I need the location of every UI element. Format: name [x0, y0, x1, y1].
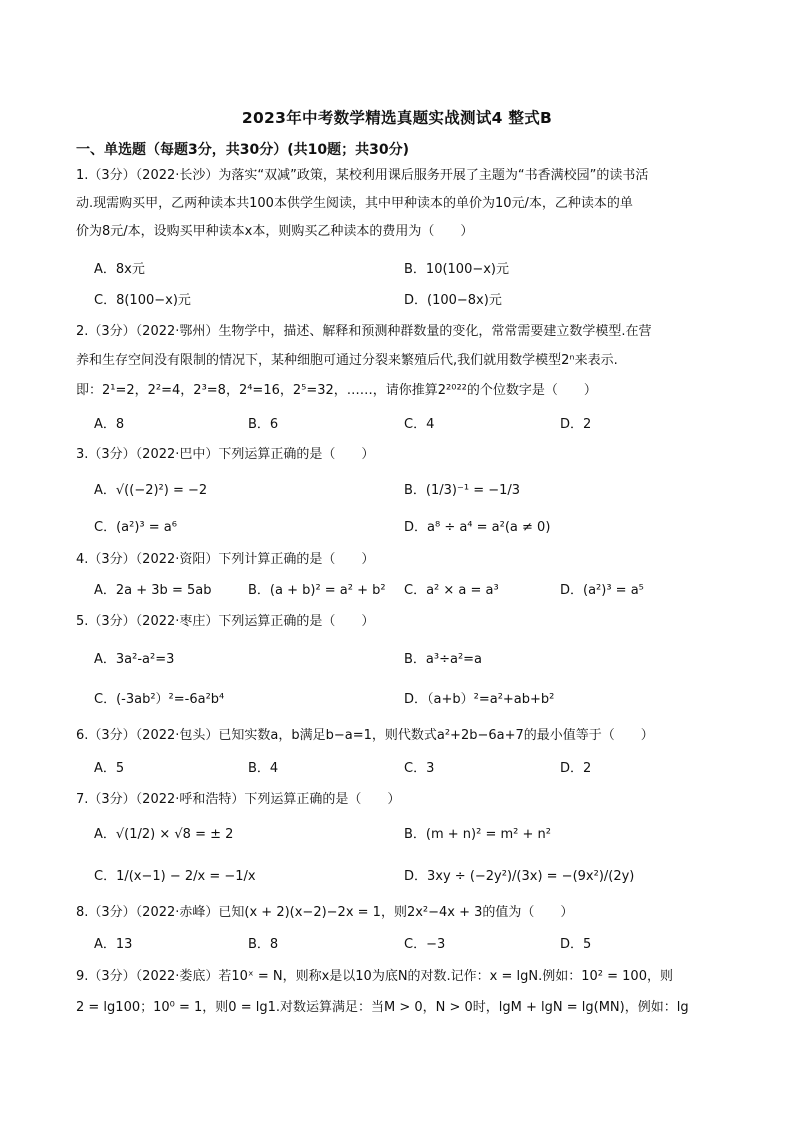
question-3-option-b[interactable]: B．(1/3)⁻¹ = −1/3 [404, 483, 521, 498]
question-2-option-a[interactable]: A．8 [94, 417, 125, 432]
question-7-option-b[interactable]: B．(m + n)² = m² + n² [404, 827, 551, 842]
question-8-option-a[interactable]: A．13 [94, 937, 133, 952]
question-1-option-a[interactable]: A．8x元 [94, 262, 145, 277]
question-3-line-1: 3.（3分）（2022·巴中）下列运算正确的是（ ） [76, 447, 375, 462]
question-4-option-a[interactable]: A．2a + 3b = 5ab [94, 583, 212, 598]
question-2-line-3: 即：2¹=2，2²=4，2³=8，2⁴=16，2⁵=32，……，请你推算2²⁰²²的个位数字是（ ） [76, 383, 597, 398]
question-3-option-c[interactable]: C．(a²)³ = a⁶ [94, 520, 177, 535]
question-2-line-1: 2.（3分）（2022·鄂州）生物学中，描述、解释和预测种群数量的变化，常常需要建立数学模型.在营 [76, 324, 652, 339]
question-7-line-1: 7.（3分）（2022·呼和浩特）下列运算正确的是（ ） [76, 792, 401, 807]
question-5-line-1: 5.（3分）（2022·枣庄）下列运算正确的是（ ） [76, 614, 375, 629]
question-4-option-c[interactable]: C．a² × a = a³ [404, 583, 499, 598]
question-8-option-d[interactable]: D．5 [560, 937, 592, 952]
question-1-option-d[interactable]: D．(100−8x)元 [404, 293, 502, 308]
question-9-line-2: 2 = lg100；10⁰ = 1，则0 = lg1.对数运算满足：当M > 0，N > 0时，lgM + lgN = lg(MN)，例如：lg [76, 1000, 689, 1015]
question-7-option-a[interactable]: A．√(1/2) × √8 = ± 2 [94, 827, 234, 842]
question-6-line-1: 6.（3分）（2022·包头）已知实数a，b满足b−a=1，则代数式a²+2b−6a+7的最小值等于（ ） [76, 728, 654, 743]
question-5-option-b[interactable]: B．a³÷a²=a [404, 652, 483, 667]
question-6-option-c[interactable]: C．3 [404, 761, 435, 776]
question-3-option-a[interactable]: A．√((−2)²) = −2 [94, 483, 208, 498]
question-7-option-d[interactable]: D．3xy ÷ (−2y²)/(3x) = −(9x²)/(2y) [404, 869, 635, 884]
question-2-line-2: 养和生存空间没有限制的情况下，某种细胞可通过分裂来繁殖后代,我们就用数学模型2ⁿ来表示. [76, 353, 618, 368]
question-2-option-d[interactable]: D．2 [560, 417, 592, 432]
question-3-option-d[interactable]: D．a⁸ ÷ a⁴ = a²(a ≠ 0) [404, 520, 551, 535]
question-5-option-c[interactable]: C．(-3ab²）²=-6a²b⁴ [94, 692, 225, 707]
question-4-option-d[interactable]: D．(a²)³ = a⁵ [560, 583, 644, 598]
question-4-option-b[interactable]: B．(a + b)² = a² + b² [248, 583, 386, 598]
section-header: 一、单选题（每题3分，共30分）(共10题；共30分) [76, 142, 409, 158]
question-1-line-3: 价为8元/本，设购买甲种读本x本，则购买乙种读本的费用为（ ） [76, 224, 474, 239]
question-5-option-d[interactable]: D．（a+b）²=a²+ab+b² [404, 692, 555, 707]
question-4-line-1: 4.（3分）（2022·资阳）下列计算正确的是（ ） [76, 552, 375, 567]
question-1-option-c[interactable]: C．8(100−x)元 [94, 293, 191, 308]
question-7-option-c[interactable]: C．1/(x−1) − 2/x = −1/x [94, 869, 256, 884]
question-9-line-1: 9.（3分）（2022·娄底）若10ˣ = N，则称x是以10为底N的对数.记作：x = lgN.例如：10² = 100，则 [76, 969, 673, 984]
question-1-line-1: 1.（3分）（2022·长沙）为落实“双减”政策，某校利用课后服务开展了主题为“书香满校园”的读书活 [76, 168, 649, 183]
question-8-option-c[interactable]: C．−3 [404, 937, 446, 952]
question-1-option-b[interactable]: B．10(100−x)元 [404, 262, 510, 277]
question-8-line-1: 8.（3分）（2022·赤峰）已知(x + 2)(x−2)−2x = 1，则2x²−4x + 3的值为（ ） [76, 905, 574, 920]
question-8-option-b[interactable]: B．8 [248, 937, 279, 952]
question-1-line-2: 动.现需购买甲，乙两种读本共100本供学生阅读，其中甲种读本的单价为10元/本，乙种读本的单 [76, 196, 633, 211]
question-2-option-c[interactable]: C．4 [404, 417, 435, 432]
question-6-option-b[interactable]: B．4 [248, 761, 279, 776]
question-5-option-a[interactable]: A．3a²-a²=3 [94, 652, 175, 667]
question-6-option-a[interactable]: A．5 [94, 761, 125, 776]
question-6-option-d[interactable]: D．2 [560, 761, 592, 776]
document-title: 2023年中考数学精选真题实战测试4 整式B [241, 109, 553, 127]
question-2-option-b[interactable]: B．6 [248, 417, 279, 432]
